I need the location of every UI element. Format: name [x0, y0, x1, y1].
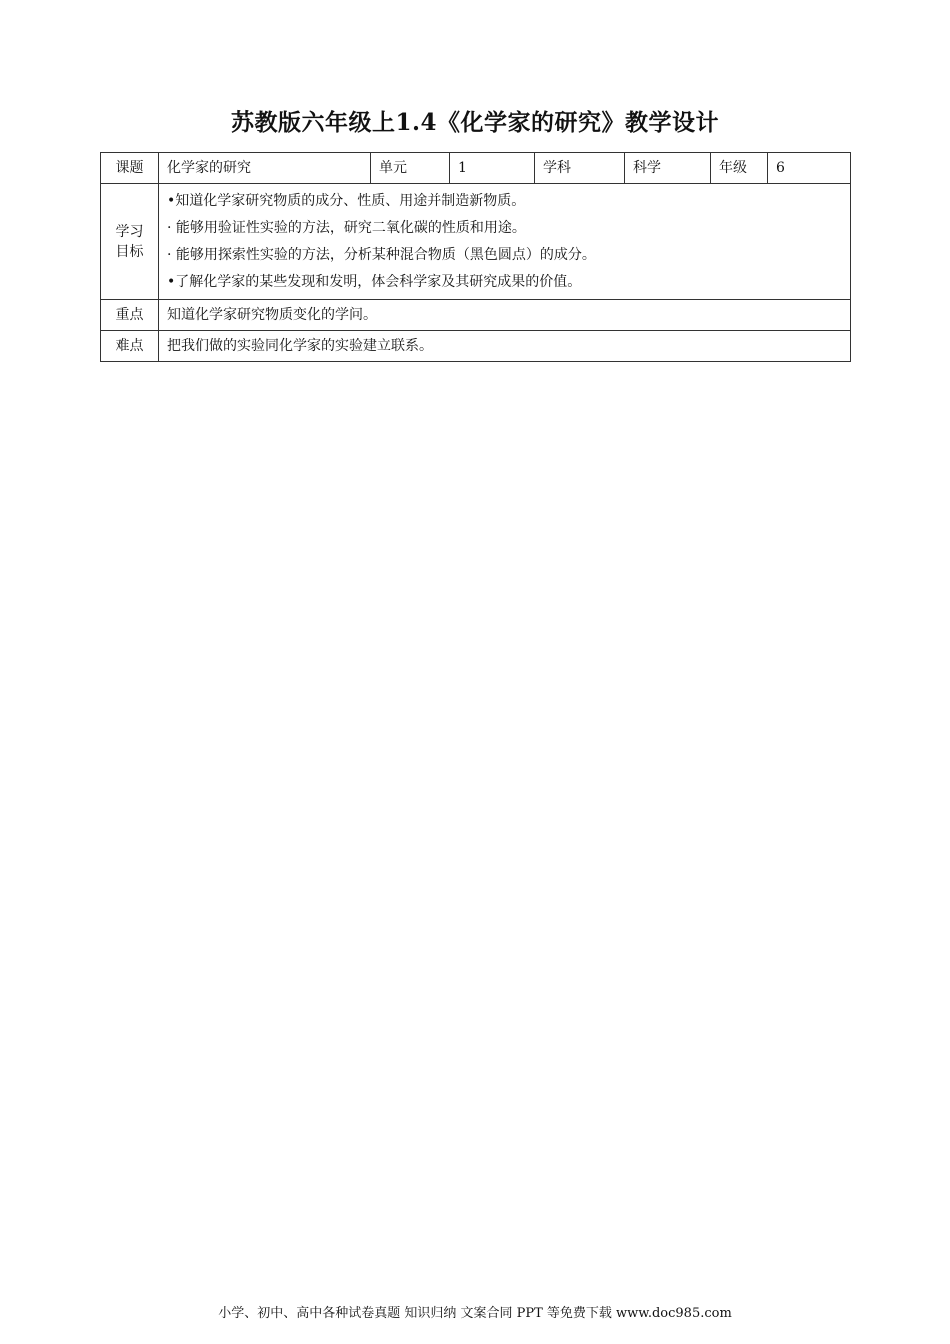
page-footer: 小学、初中、高中各种试卷真题 知识归纳 文案合同 PPT 等免费下载 www.doc985.com	[218, 1306, 732, 1321]
lesson-plan-table	[100, 152, 851, 362]
goal-item: · 能够用验证性实验的方法，研究二氧化碳的性质和用途。	[167, 220, 526, 236]
subject-label: 学科	[535, 153, 625, 184]
goal-item: •了解化学家的某些发现和发明，体会科学家及其研究成果的价值。	[167, 274, 582, 290]
topic-label: 课题	[101, 153, 159, 184]
goals-label-line2: 目标	[115, 243, 144, 260]
difficulty-value: 把我们做的实验同化学家的实验建立联系。	[159, 331, 851, 362]
key-point-label: 重点	[101, 300, 159, 331]
unit-label: 单元	[371, 153, 450, 184]
meta-row	[101, 153, 851, 184]
goals-label	[101, 184, 159, 300]
goals-label-line1: 学习	[115, 223, 144, 240]
goal-item: · 能够用探索性实验的方法，分析某种混合物质（黑色圆点）的成分。	[167, 247, 596, 263]
goal-item: •知道化学家研究物质的成分、性质、用途并制造新物质。	[167, 193, 526, 209]
key-point-value: 知道化学家研究物质变化的学问。	[159, 300, 851, 331]
goals-row	[101, 184, 851, 300]
difficulty-row	[101, 331, 851, 362]
goals-list	[159, 184, 851, 300]
unit-value: 1	[450, 153, 535, 184]
topic-value: 化学家的研究	[159, 153, 371, 184]
difficulty-label: 难点	[101, 331, 159, 362]
grade-value: 6	[768, 153, 851, 184]
grade-label: 年级	[711, 153, 768, 184]
subject-value: 科学	[625, 153, 711, 184]
document-title: 苏教版六年级上1.4《化学家的研究》教学设计	[230, 109, 719, 136]
key-point-row	[101, 300, 851, 331]
